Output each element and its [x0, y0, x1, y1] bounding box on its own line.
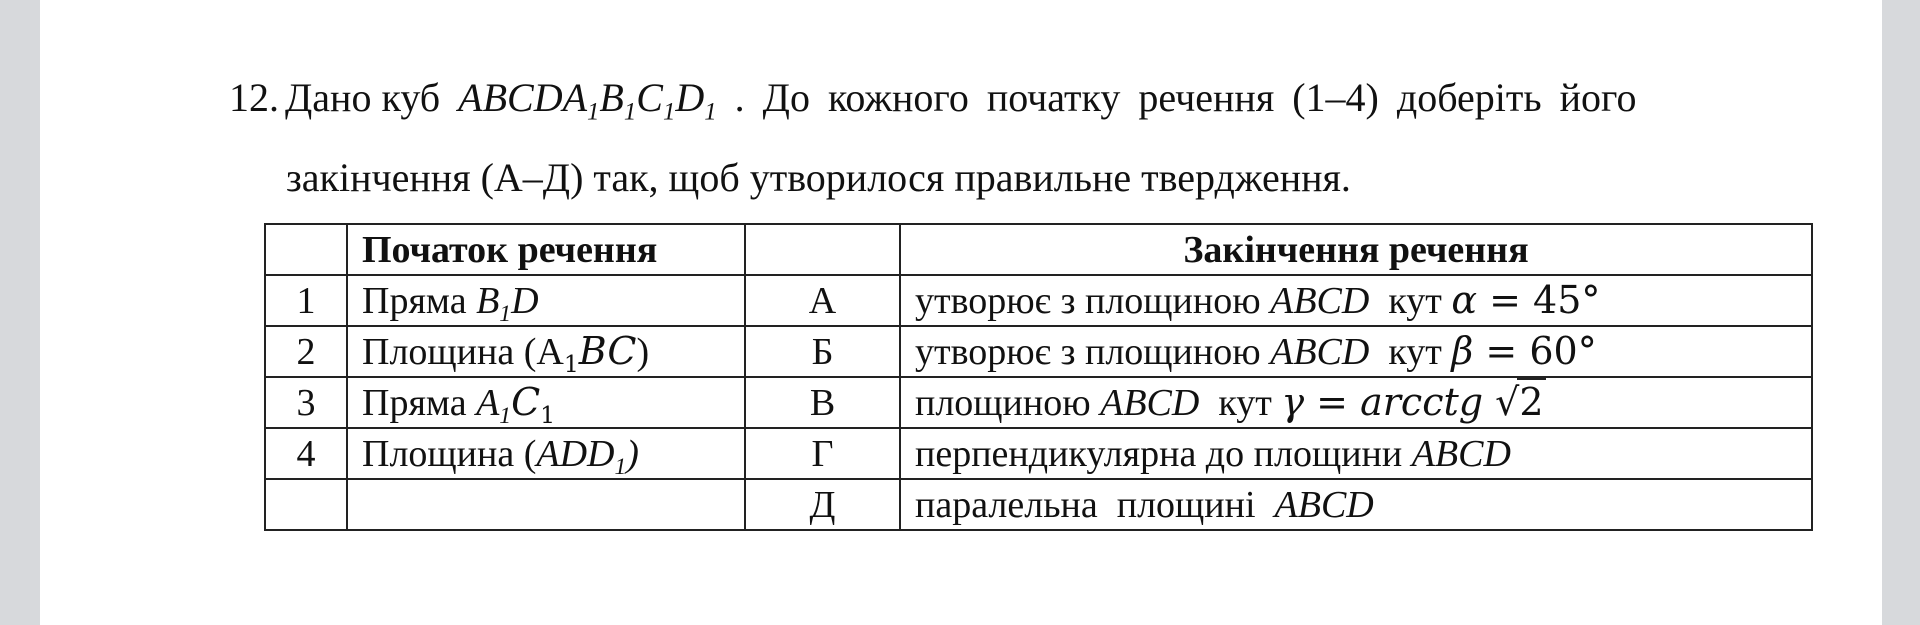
cube-name: $ABCDA_1B_1C_1D_1$	[458, 75, 717, 126]
word: До	[762, 75, 810, 120]
row-number: 3	[265, 377, 347, 428]
word: речення	[1138, 75, 1275, 120]
problem-statement-line-1	[229, 70, 1879, 126]
row-letter: А	[745, 275, 900, 326]
row-letter: Г	[745, 428, 900, 479]
sentence-end-cell: паралельна площині ABCD	[900, 479, 1812, 530]
word: його	[1559, 75, 1637, 120]
table-header-row	[265, 224, 1812, 275]
row-letter: В	[745, 377, 900, 428]
sentence-start-cell: Площина $(ADD_1)$	[347, 428, 745, 479]
table-row	[265, 428, 1812, 479]
row-letter: Б	[745, 326, 900, 377]
sentence-start-cell: Пряма $B_1D$	[347, 275, 745, 326]
matching-table	[264, 223, 1813, 531]
sqrt-symbol: √2	[1495, 380, 1544, 424]
sentence-start-cell: Площина $(A_1BC)$	[347, 326, 745, 377]
header-empty-cell	[265, 224, 347, 275]
word: кожного	[827, 75, 969, 120]
sentence-end-cell: площиною ABCD кут γ = arcctg √2	[900, 377, 1812, 428]
header-sentence-end: Закінчення речення	[900, 224, 1812, 275]
header-sentence-start: Початок речення	[347, 224, 745, 275]
row-letter: Д	[745, 479, 900, 530]
problem-number: 12.	[229, 75, 279, 120]
row-number	[265, 479, 347, 530]
sentence-start-cell	[347, 479, 745, 530]
sentence-end-cell: утворює з площиною ABCD кут α = 45°	[900, 275, 1812, 326]
row-number: 2	[265, 326, 347, 377]
table-row	[265, 275, 1812, 326]
sentence-end-cell: утворює з площиною ABCD кут β = 60°	[900, 326, 1812, 377]
document-page	[40, 0, 1882, 625]
header-empty-cell	[745, 224, 900, 275]
row-number: 4	[265, 428, 347, 479]
period: .	[734, 75, 745, 120]
table-row	[265, 479, 1812, 530]
problem-statement-line-2: закінчення (А–Д) так, щоб утворилося правильне твердження.	[286, 155, 1351, 200]
problem-intro: Дано куб	[285, 75, 441, 120]
row-number: 1	[265, 275, 347, 326]
sentence-start-cell: Пряма $A_1C_1$	[347, 377, 745, 428]
word: початку	[986, 75, 1121, 120]
table-row	[265, 326, 1812, 377]
word: (1–4)	[1292, 75, 1379, 120]
table-row	[265, 377, 1812, 428]
word: доберіть	[1396, 75, 1542, 120]
sentence-end-cell: перпендикулярна до площини ABCD	[900, 428, 1812, 479]
